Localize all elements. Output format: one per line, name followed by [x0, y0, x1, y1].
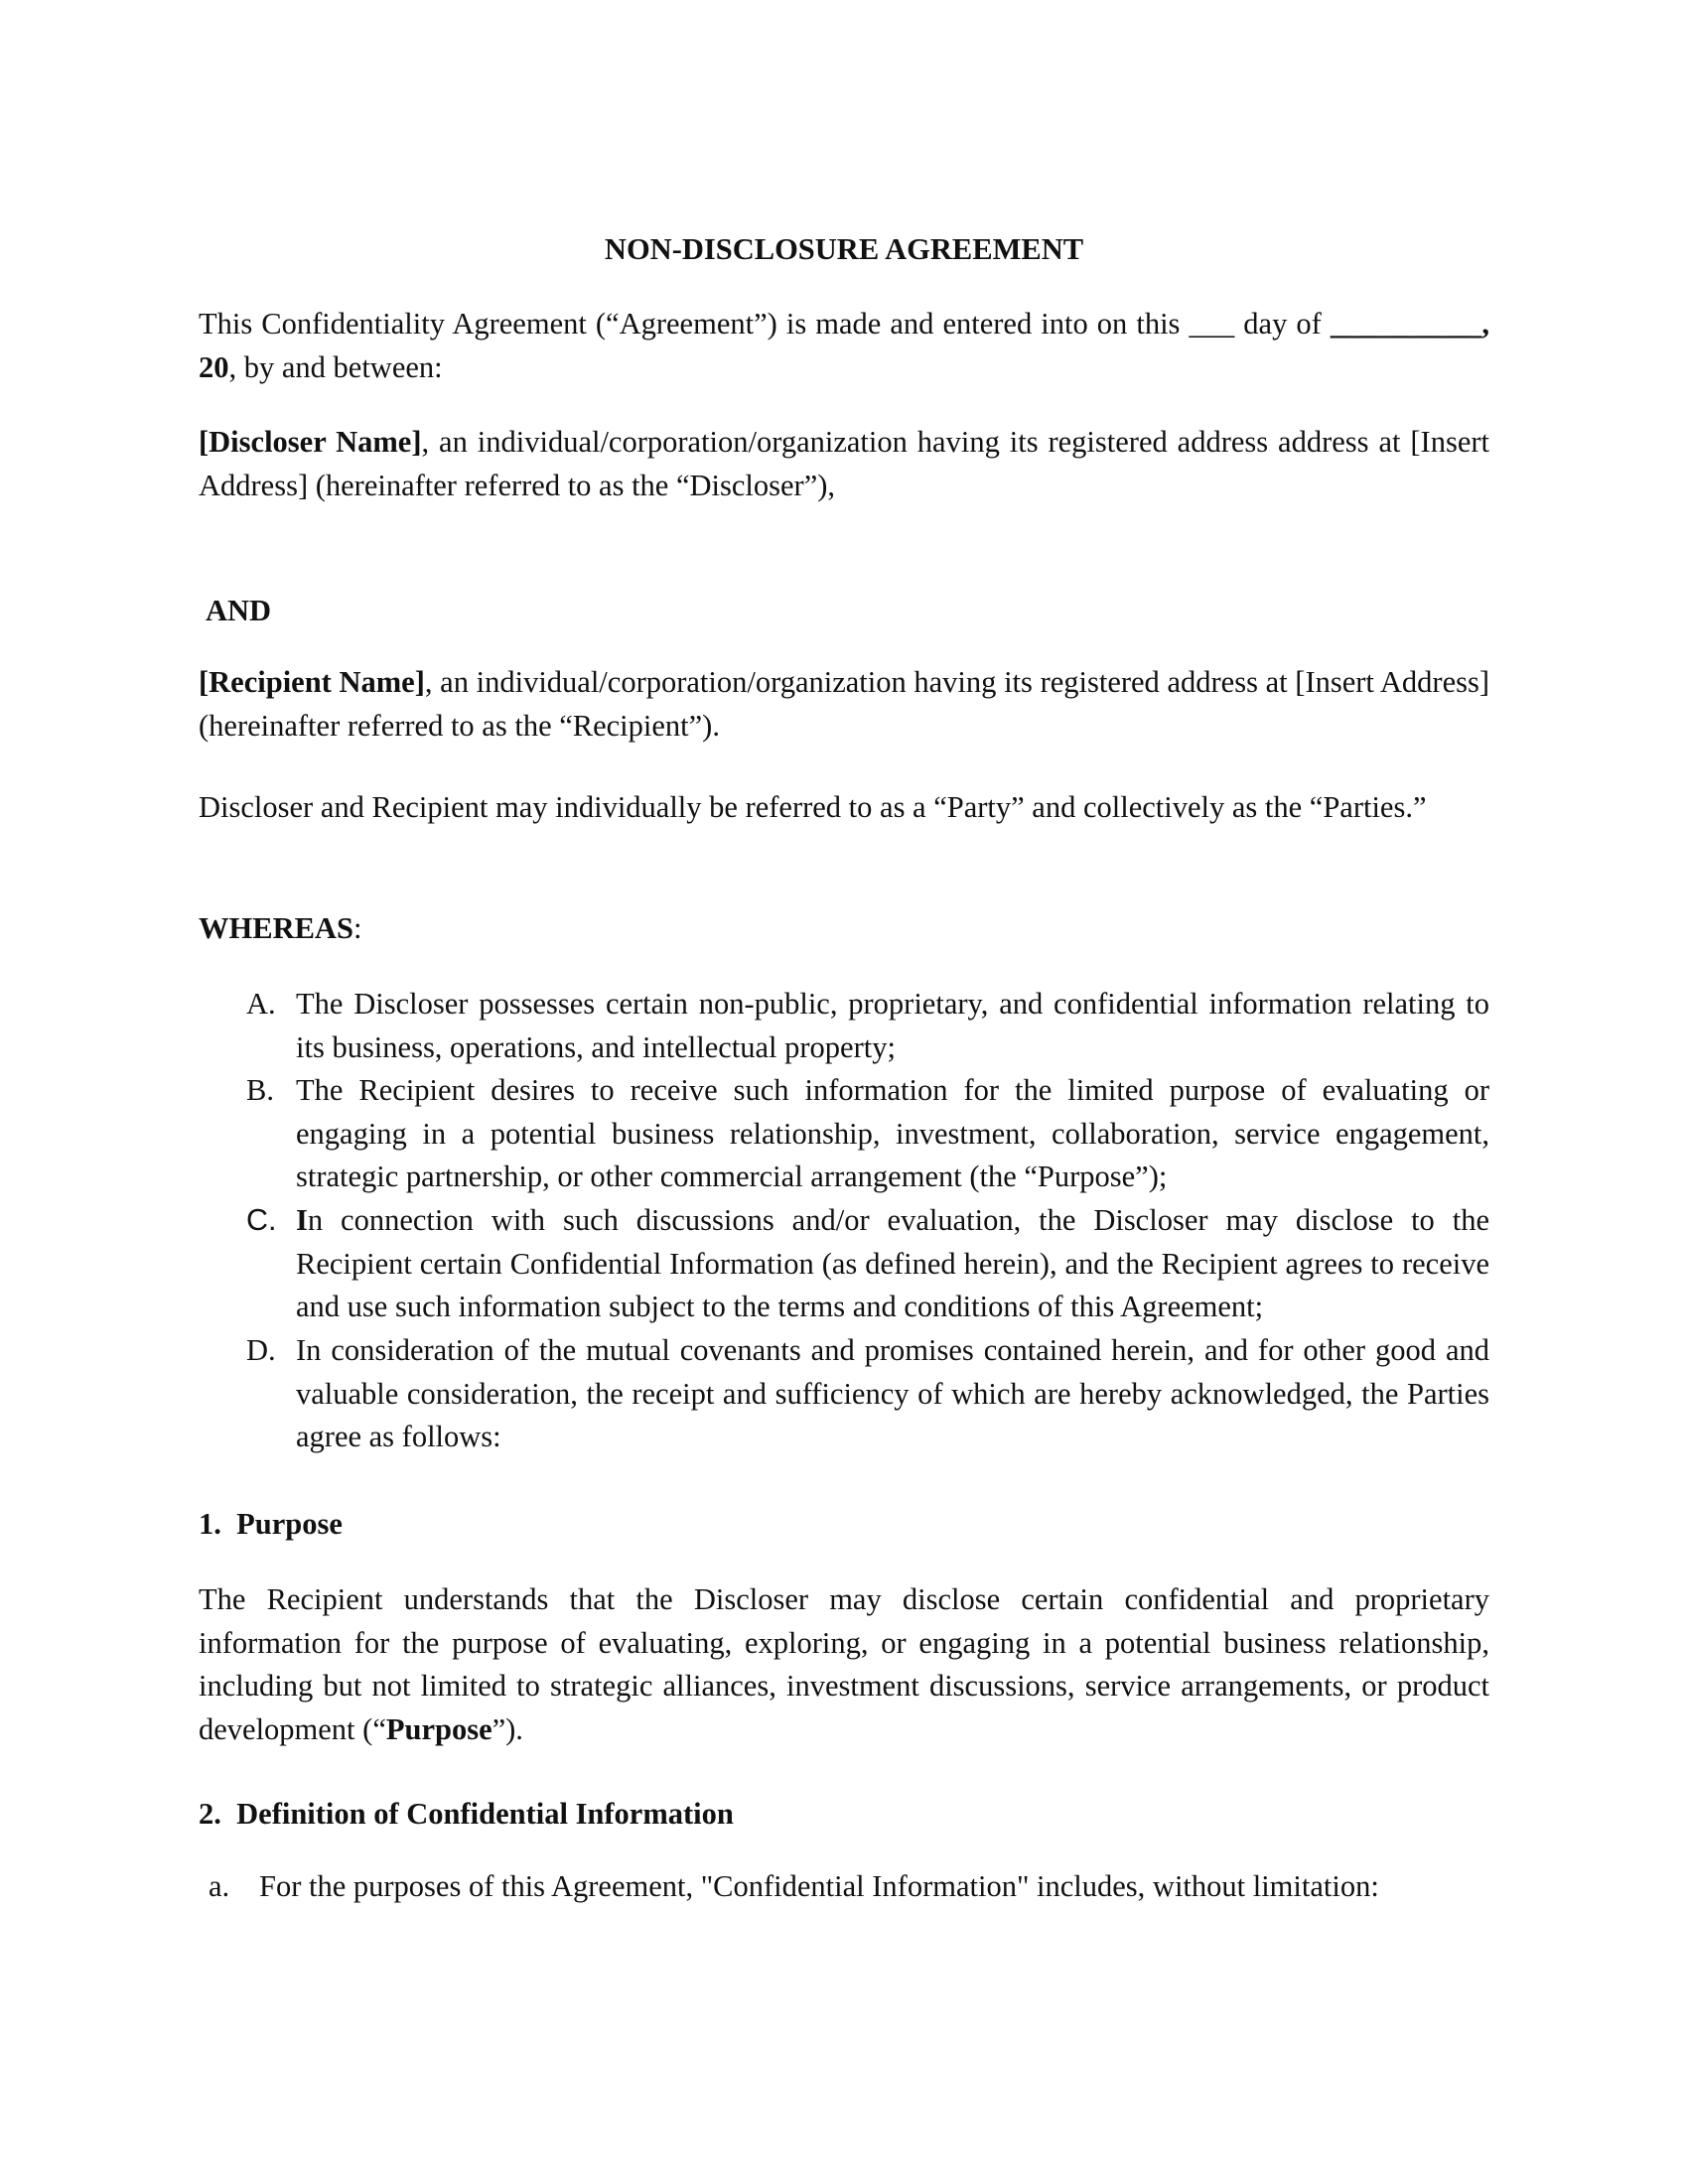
subitem-letter: a.	[209, 1869, 230, 1903]
section-1-text: The Recipient understands that the Discloser may disclose certain confidential and proprietary information for the purpose of evaluating, exploring, or engaging in a potential business relationship, including but not limited to strategic alliances, investment discussions, service arrangements, or product development (“Purpose”).	[199, 1582, 1489, 1746]
recipient-text: , an individual/corporation/organization having its registered address at [Insert Address] (hereinafter referred to as the “Recipient”).	[199, 665, 1489, 743]
parties-paragraph: Discloser and Recipient may individually be referred to as a “Party” and collectively as the “Parties.”	[199, 790, 1427, 824]
section-1-heading: 1. Purpose	[199, 1507, 343, 1541]
item-letter: D.	[246, 1333, 276, 1367]
item-letter: C.	[246, 1203, 277, 1237]
discloser-name: [Discloser Name]	[199, 425, 422, 459]
intro-text: This Confidentiality Agreement (“Agreement”) is made and entered into on this ___ day of	[199, 307, 1322, 341]
section-2-heading: 2. Definition of Confidential Information	[199, 1797, 734, 1831]
recipient-name: [Recipient Name]	[199, 665, 425, 699]
discloser-paragraph	[199, 421, 1489, 507]
subitem-text: For the purposes of this Agreement, "Confidential Information" includes, without limitation:	[259, 1869, 1379, 1903]
item-text: The Discloser possesses certain non-public, proprietary, and confidential information relating to its business, operations, and intellectual property;	[296, 987, 1489, 1064]
date-blank: __________, 20	[199, 307, 1490, 384]
item-letter: B.	[246, 1073, 274, 1107]
item-text: The Recipient desires to receive such information for the limited purpose of evaluating or engaging in a potential business relationship, investment, collaboration, service engagement, strategic partnership, or other commercial arrangement (the “Purpose”);	[296, 1073, 1489, 1194]
recipient-paragraph	[199, 661, 1489, 748]
and-label: AND	[206, 594, 272, 627]
intro-tail: , by and between:	[228, 349, 443, 384]
item-text: In consideration of the mutual covenants and promises contained herein, and for other good and valuable consideration, the receipt and sufficiency of which are hereby acknowledged, the Parties agree as follows:	[296, 1333, 1489, 1454]
item-letter: A.	[246, 987, 276, 1021]
whereas-heading: WHEREAS:	[199, 911, 362, 945]
document-page	[199, 0, 1489, 2184]
item-text: In connection with such discussions and/or evaluation, the Discloser may disclose to the Recipient certain Confidential Information (as defined herein), and the Recipient agrees to receive and use such information subject to the terms and conditions of this Agreement;	[296, 1203, 1489, 1324]
purpose-term: Purpose	[385, 1711, 492, 1746]
discloser-text: , an individual/corporation/organization having its registered address address at [Insert Address] (hereinafter referred to as the “Discloser”),	[199, 425, 1489, 502]
document-title: NON-DISCLOSURE AGREEMENT	[604, 232, 1084, 266]
intro-paragraph	[199, 303, 1489, 389]
